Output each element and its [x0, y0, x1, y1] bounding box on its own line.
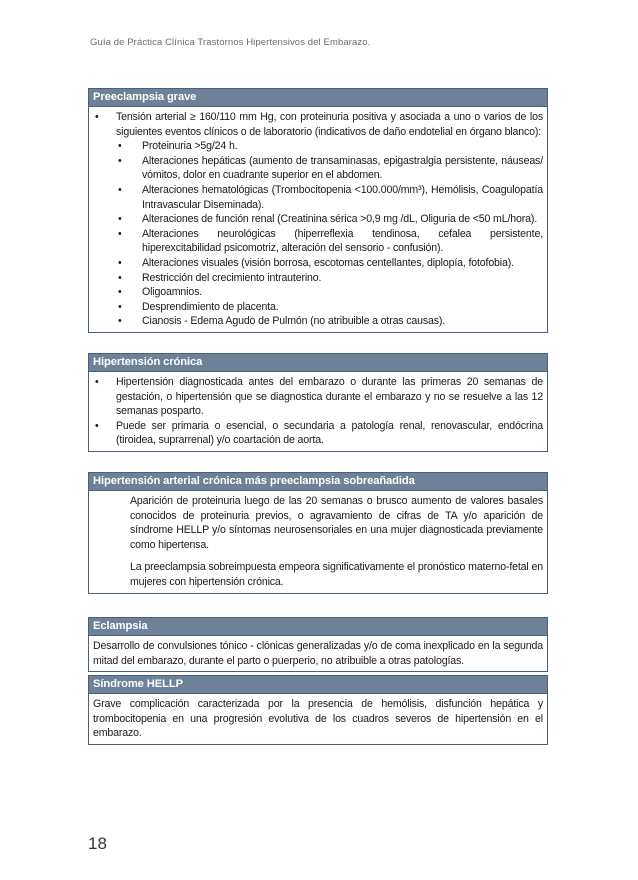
sub-list-text: Cianosis - Edema Agudo de Pulmón (no atribuible a otras causas).	[142, 315, 446, 328]
paragraph: La preeclampsia sobreimpuesta empeora significativamente el pronóstico materno-fetal en mujeres con hipertensión crónica.	[130, 561, 543, 588]
sub-list-text: Alteraciones neurológicas (hiperreflexia tendinosa, cefalea persistente, hiperexcitabilidad psicomotriz, alteración del sensorio - confusión).	[142, 227, 543, 255]
sub-list-text: Desprendimiento de placenta.	[142, 300, 279, 313]
hellp-title: Síndrome HELLP	[89, 676, 547, 694]
sub-list-item	[93, 285, 543, 300]
list-text: Hipertensión diagnosticada antes del embarazo o durante las primeras 20 semanas de gestación, o hipertensión que se diagnostica durante el embarazo y no se resuelve a las 12 semanas posparto.	[116, 376, 543, 418]
list-item	[93, 419, 543, 448]
sub-list-text: Proteinuria >5g/24 h.	[142, 140, 238, 153]
bullet: •	[118, 227, 122, 240]
bullet: •	[95, 419, 99, 432]
sub-list-text: Alteraciones visuales (visión borrosa, escotomas centellantes, diplopía, fotofobia).	[142, 256, 514, 269]
list-item	[93, 110, 543, 139]
sub-list-text: Alteraciones hepáticas (aumento de transaminasas, epigastralgia persistente, náuseas/ vómitos, dolor en cuadrante superior en el abdomen.	[142, 154, 543, 182]
hipertension-sobreanadida-body	[89, 491, 547, 593]
hellp-body: Grave complicación caracterizada por la presencia de hemólisis, disfunción hepática y trombocitopenia en una progresión evolutiva de los cuadros severos de hipertensión en el embarazo.	[93, 698, 543, 740]
preeclampsia-lead-text: Tensión arterial ≥ 160/110 mm Hg, con proteinuria positiva y asociada a uno o varios de los siguientes eventos clínicos o de laboratorio (indicativos de daño endotelial en órgano blanco):	[116, 111, 543, 138]
running-header: Guía de Práctica Clínica Trastornos Hipertensivos del Embarazo.	[90, 37, 371, 48]
bullet: •	[118, 315, 122, 328]
bullet: •	[118, 300, 122, 313]
hipertension-cronica-body	[89, 372, 547, 451]
bullet: •	[118, 256, 122, 269]
list-text: Puede ser primaria o esencial, o secundaria a patología renal, renovascular, endócrina (tiroidea, suprarrenal) y/o coartación de aorta.	[116, 419, 543, 447]
preeclampsia-grave-box	[88, 88, 548, 333]
bullet: •	[118, 286, 122, 299]
hipertension-sobreanadida-box	[88, 472, 548, 594]
sub-list-text: Alteraciones hematológicas (Trombocitopenia <100.000/mm³), Hemólisis, Coagulopatía Intravascular Diseminada).	[142, 183, 543, 211]
sub-list-item	[93, 154, 543, 183]
hipertension-sobreanadida-title: Hipertensión arterial crónica más preeclampsia sobreañadida	[89, 473, 547, 491]
bullet: •	[118, 271, 122, 284]
eclampsia-box	[88, 617, 548, 672]
list-item	[93, 375, 543, 419]
preeclampsia-grave-body	[89, 107, 547, 332]
sub-list-item	[93, 256, 543, 271]
hipertension-cronica-title: Hipertensión crónica	[89, 354, 547, 372]
sub-list-text: Oligoamnios.	[142, 286, 203, 299]
hipertension-cronica-box	[88, 353, 548, 452]
preeclampsia-grave-title: Preeclampsia grave	[89, 89, 547, 107]
bullet: •	[95, 376, 99, 388]
bullet: •	[118, 213, 122, 226]
sub-list-text: Restricción del crecimiento intrauterino.	[142, 271, 322, 284]
sub-list-item	[93, 227, 543, 256]
eclampsia-title: Eclampsia	[89, 618, 547, 636]
eclampsia-body: Desarrollo de convulsiones tónico - clónicas generalizadas y/o de coma inexplicado en la segunda mitad del embarazo, durante el parto o puerperio, no atribuible a otras patologías.	[93, 640, 543, 667]
bullet: •	[118, 183, 122, 196]
sub-list-item	[93, 139, 543, 154]
sub-list-text: Alteraciones de función renal (Creatinina sérica >0,9 mg /dL, Oliguria de <50 mL/hora).	[142, 213, 538, 226]
hellp-box	[88, 675, 548, 745]
bullet: •	[118, 140, 122, 153]
sub-list-item	[93, 271, 543, 286]
bullet: •	[95, 111, 99, 123]
bullet: •	[118, 154, 122, 167]
page-number: 18	[88, 834, 107, 853]
sub-list-item	[93, 300, 543, 315]
sub-list-item	[93, 314, 543, 329]
sub-list-item	[93, 183, 543, 212]
paragraph: Aparición de proteinuria luego de las 20 semanas o brusco aumento de valores basales conocidos de proteinuria previos, o agravamiento de cifras de TA y/o aparición de síndrome HELLP y/o síntomas neurosensoriales en una mujer diagnosticada previamente como hipertensa.	[130, 495, 543, 551]
sub-list-item	[93, 212, 543, 227]
